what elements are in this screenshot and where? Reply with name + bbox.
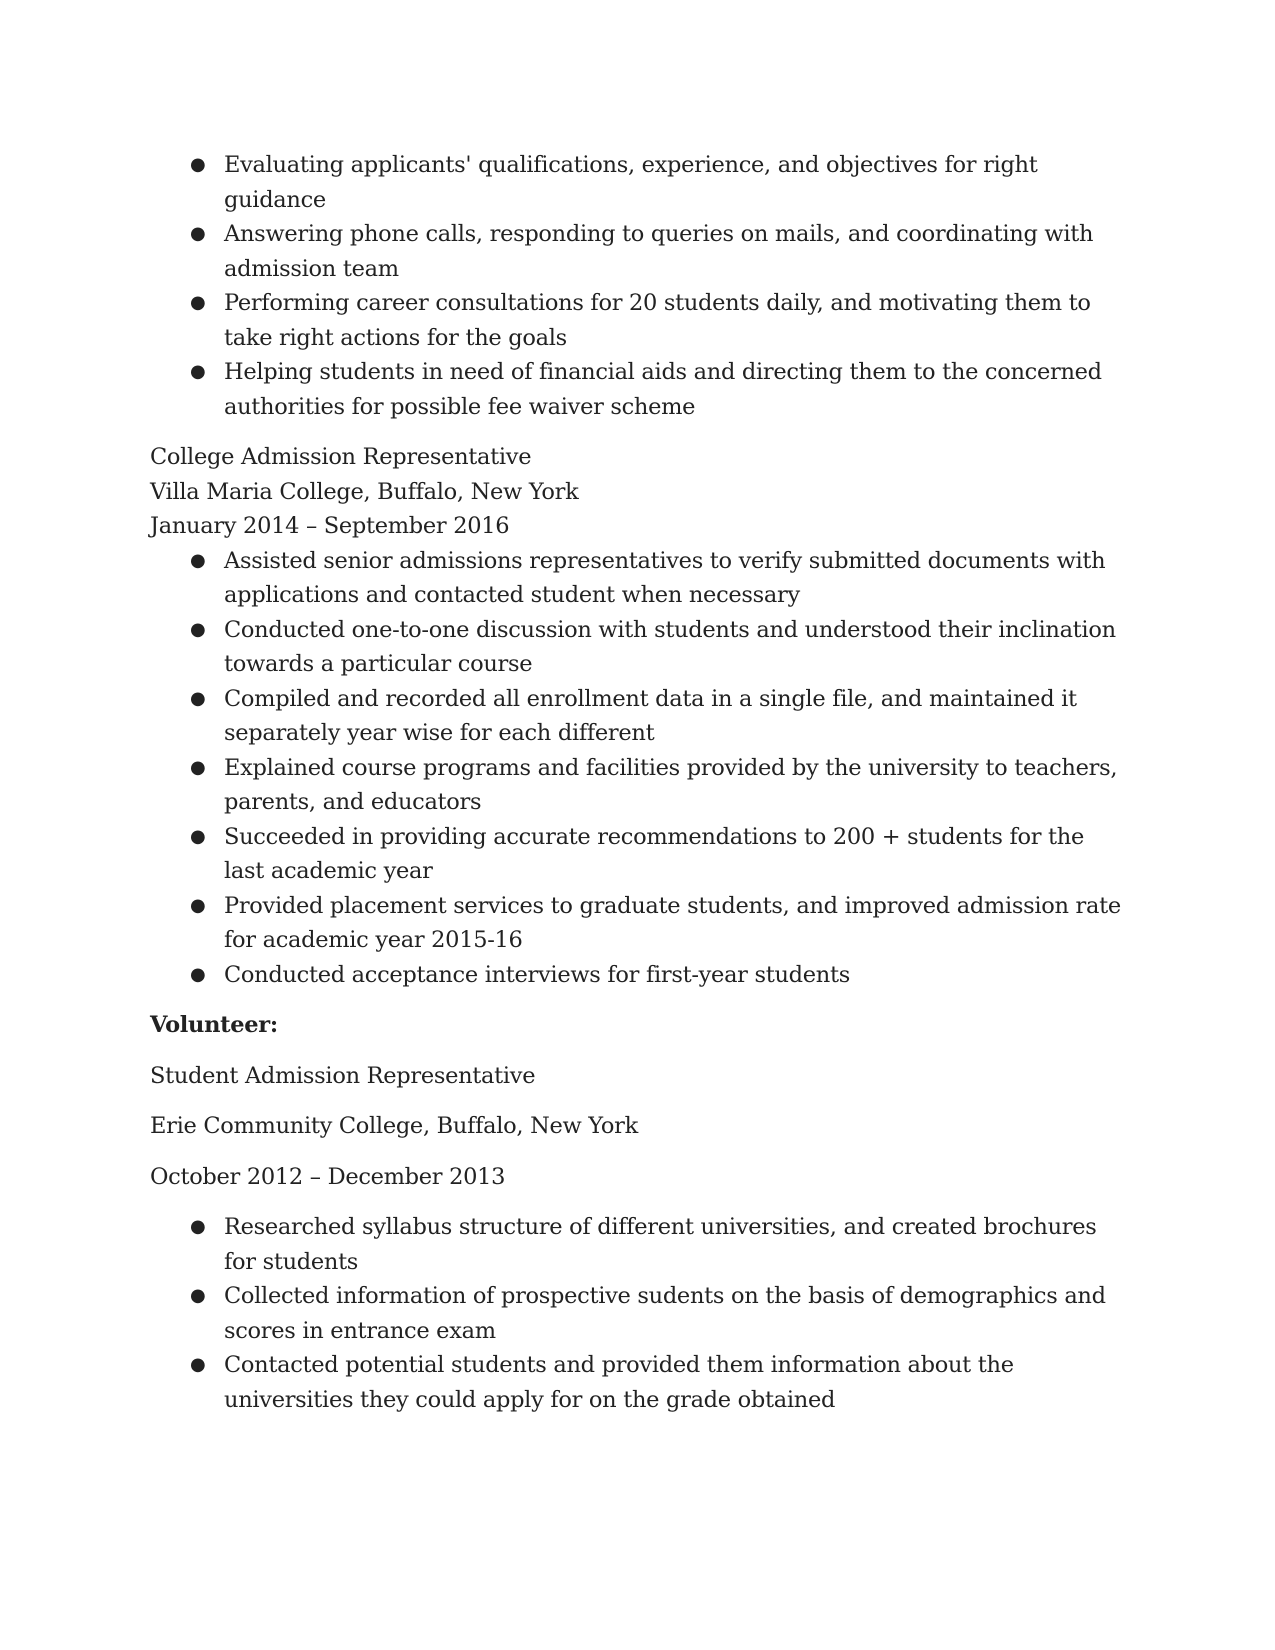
list-item: ● Assisted senior admissions representatives to verify submitted documents with applications and contacted student when necessary xyxy=(150,544,1125,613)
bullet-icon: ● xyxy=(190,1354,206,1375)
bullet-icon: ● xyxy=(190,963,206,985)
list-item: ● Contacted potential students and provided them information about the universities they could apply for on the grade obtained xyxy=(150,1348,1125,1417)
volunteer-employer: Erie Community College, Buffalo, New York xyxy=(150,1113,638,1139)
volunteer-dates: October 2012 – December 2013 xyxy=(150,1163,506,1190)
list-item: ● Succeeded in providing accurate recommendations to 200 + students for the last academic year xyxy=(150,820,1125,889)
spacer xyxy=(150,1194,1125,1210)
bullet-icon: ● xyxy=(190,894,206,916)
bullet-icon: ● xyxy=(190,549,206,571)
list-item: ● Answering phone calls, responding to queries on mails, and coordinating with admission team xyxy=(150,217,1125,286)
spacer xyxy=(150,1093,1125,1109)
page-content xyxy=(150,148,1125,1417)
job-bullet-list xyxy=(150,544,1125,993)
bullet-icon: ● xyxy=(190,361,206,382)
list-item: ● Collected information of prospective sudents on the basis of demographics and scores in entrance exam xyxy=(150,1279,1125,1348)
list-item: ● Researched syllabus structure of different universities, and created brochures for students xyxy=(150,1210,1125,1279)
previous-job-bullet-list xyxy=(150,148,1125,424)
volunteer-bullet-list xyxy=(150,1210,1125,1417)
job-employer: Villa Maria College, Buffalo, New York xyxy=(150,478,579,505)
list-item: ● Provided placement services to graduate students, and improved admission rate for academic year 2015-16 xyxy=(150,889,1125,958)
bullet-icon: ● xyxy=(190,687,206,709)
spacer xyxy=(150,1043,1125,1059)
job-dates: January 2014 – September 2016 xyxy=(150,513,510,539)
list-item: ● Performing career consultations for 20 students daily, and motivating them to take right actions for the goals xyxy=(150,286,1125,355)
spacer xyxy=(150,992,1125,1008)
section-heading-volunteer: Volunteer: xyxy=(150,1012,278,1038)
bullet-icon: ● xyxy=(190,292,206,313)
bullet-icon: ● xyxy=(190,825,206,847)
list-item: ● Compiled and recorded all enrollment data in a single file, and maintained it separately year wise for each different xyxy=(150,682,1125,751)
volunteer-title: Student Admission Representative xyxy=(150,1062,536,1089)
spacer xyxy=(150,1144,1125,1160)
bullet-icon: ● xyxy=(190,618,206,640)
list-item: ● Conducted one-to-one discussion with students and understood their inclination towards a particular course xyxy=(150,613,1125,682)
spacer xyxy=(150,424,1125,440)
bullet-icon: ● xyxy=(190,1285,206,1306)
list-item: ● Explained course programs and facilities provided by the university to teachers, parents, and educators xyxy=(150,751,1125,820)
list-item: ● Conducted acceptance interviews for first-year students xyxy=(150,958,1125,993)
bullet-icon: ● xyxy=(190,1216,206,1237)
job-title: College Admission Representative xyxy=(150,444,532,470)
bullet-icon: ● xyxy=(190,756,206,778)
list-item: ● Evaluating applicants' qualifications, experience, and objectives for right guidance xyxy=(150,148,1125,217)
bullet-icon: ● xyxy=(190,223,206,244)
list-item: ● Helping students in need of financial aids and directing them to the concerned authorities for possible fee waiver scheme xyxy=(150,355,1125,424)
bullet-icon: ● xyxy=(190,154,206,175)
